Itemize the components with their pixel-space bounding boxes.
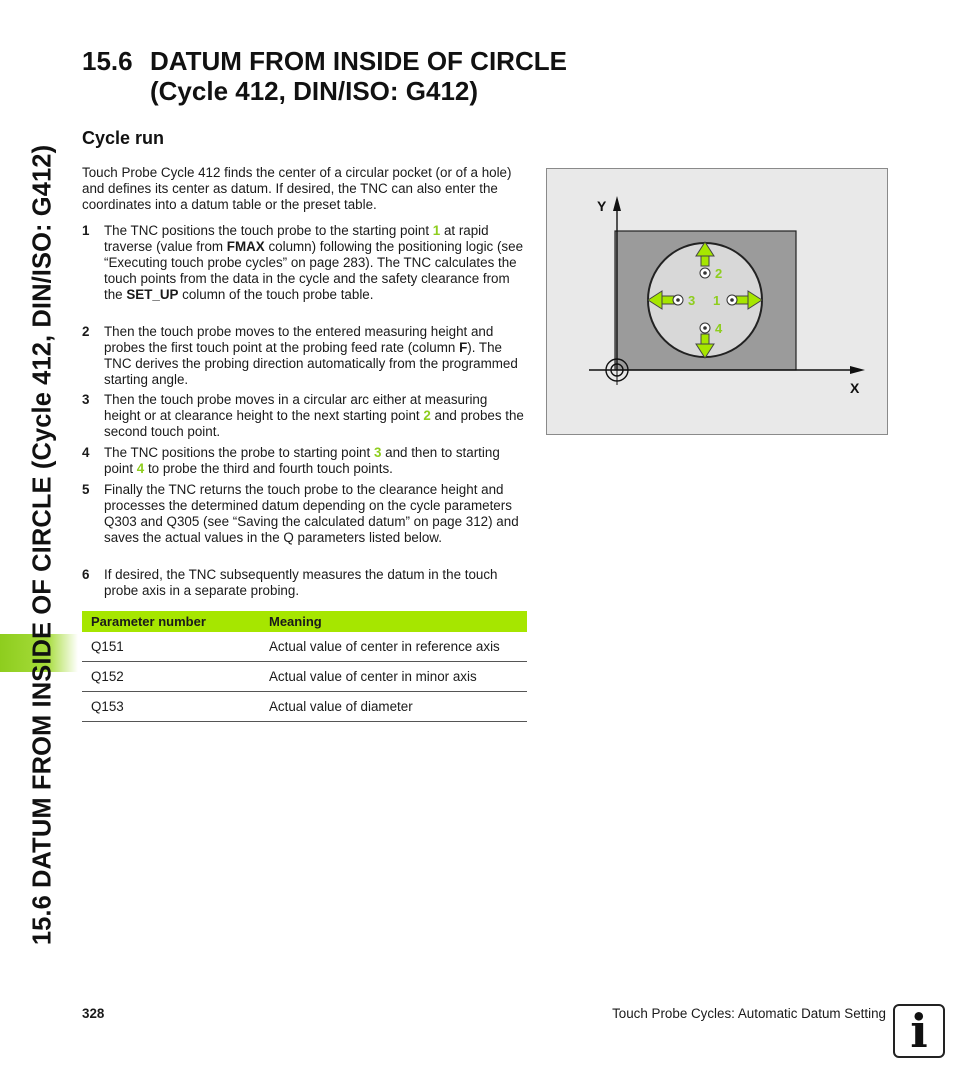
step-text: Then the touch probe moves in a circular arc either at measuring height or at clearance height to the next starting point 2 and probes the second touch point.	[104, 392, 524, 439]
point-label-2: 2	[715, 266, 723, 281]
info-glyph: i	[910, 1004, 928, 1058]
step-number: 4	[82, 445, 90, 460]
step-2	[82, 324, 527, 388]
step-text: Then the touch probe moves to the entered measuring height and probes the first touch point at the probing feed rate (column F). The TNC derives the probing direction automatically from the programmed starting angle.	[104, 324, 518, 387]
step-number: 1	[82, 223, 90, 238]
touch-point-3-icon	[673, 295, 683, 305]
side-tab-title: 15.6 DATUM FROM INSIDE OF CIRCLE (Cycle 412, DIN/ISO: G412)	[28, 144, 57, 946]
section-number: 15.6	[82, 46, 133, 76]
table-row	[82, 662, 527, 692]
table-header-row	[82, 611, 527, 632]
cycle-figure	[546, 168, 888, 435]
step-3	[82, 392, 527, 440]
meaning-cell: Actual value of center in minor axis	[260, 662, 527, 692]
header-parameter-number: Parameter number	[82, 611, 260, 632]
title-line-1: DATUM FROM INSIDE OF CIRCLE	[150, 46, 567, 76]
page-number: 328	[82, 1006, 105, 1021]
table-row	[82, 692, 527, 722]
touch-point-4-icon	[700, 323, 710, 333]
touch-point-2-icon	[700, 268, 710, 278]
meaning-cell: Actual value of center in reference axis	[260, 632, 527, 662]
parameter-table	[82, 611, 527, 722]
title-line-2: (Cycle 412, DIN/ISO: G412)	[150, 76, 479, 106]
step-number: 2	[82, 324, 90, 339]
header-meaning: Meaning	[260, 611, 527, 632]
point-label-4: 4	[715, 321, 723, 336]
x-axis-label: X	[850, 380, 860, 396]
point-label-3: 3	[688, 293, 696, 308]
step-number: 3	[82, 392, 90, 407]
step-5	[82, 482, 527, 546]
step-number: 6	[82, 567, 90, 582]
y-axis-label: Y	[597, 198, 607, 214]
info-icon	[893, 1004, 945, 1058]
intro-paragraph: Touch Probe Cycle 412 finds the center of a circular pocket (or of a hole) and defines its center as datum. If desired, the TNC can also enter the coordinates into a datum table or the preset table.	[82, 165, 512, 212]
step-1	[82, 223, 527, 303]
meaning-cell: Actual value of diameter	[260, 692, 527, 722]
step-text: Finally the TNC returns the touch probe to the clearance height and processes the determined datum depending on the cycle parameters Q303 and Q305 (see “Saving the calculated datum” on page 312) and saves the actual values in the Q parameters listed below.	[104, 482, 519, 545]
y-axis-arrow-icon	[613, 196, 621, 211]
parameter-cell: Q153	[82, 692, 260, 722]
point-label-1: 1	[713, 293, 721, 308]
step-text: The TNC positions the probe to starting point 3 and then to starting point 4 to probe the third and fourth touch points.	[104, 445, 500, 476]
step-number: 5	[82, 482, 90, 497]
step-4	[82, 445, 527, 477]
step-text: If desired, the TNC subsequently measures the datum in the touch probe axis in a separate probing.	[104, 567, 498, 598]
subsection-title: Cycle run	[82, 128, 165, 148]
table-row	[82, 632, 527, 662]
footer-chapter-title: Touch Probe Cycles: Automatic Datum Setting	[612, 1006, 886, 1021]
step-text: The TNC positions the touch probe to the starting point 1 at rapid traverse (value from FMAX column) following the positioning logic (see “Executing touch probe cycles” on page 283). The TNC calculates the touch points from the data in the cycle and the safety clearance from the SET_UP column of the touch probe table.	[104, 223, 524, 302]
parameter-cell: Q151	[82, 632, 260, 662]
cycle-diagram	[547, 169, 887, 434]
touch-point-1-icon	[727, 295, 737, 305]
side-tab	[0, 0, 78, 1091]
page-title	[82, 46, 567, 106]
x-axis-arrow-icon	[850, 366, 865, 374]
step-6	[82, 567, 527, 599]
parameter-cell: Q152	[82, 662, 260, 692]
